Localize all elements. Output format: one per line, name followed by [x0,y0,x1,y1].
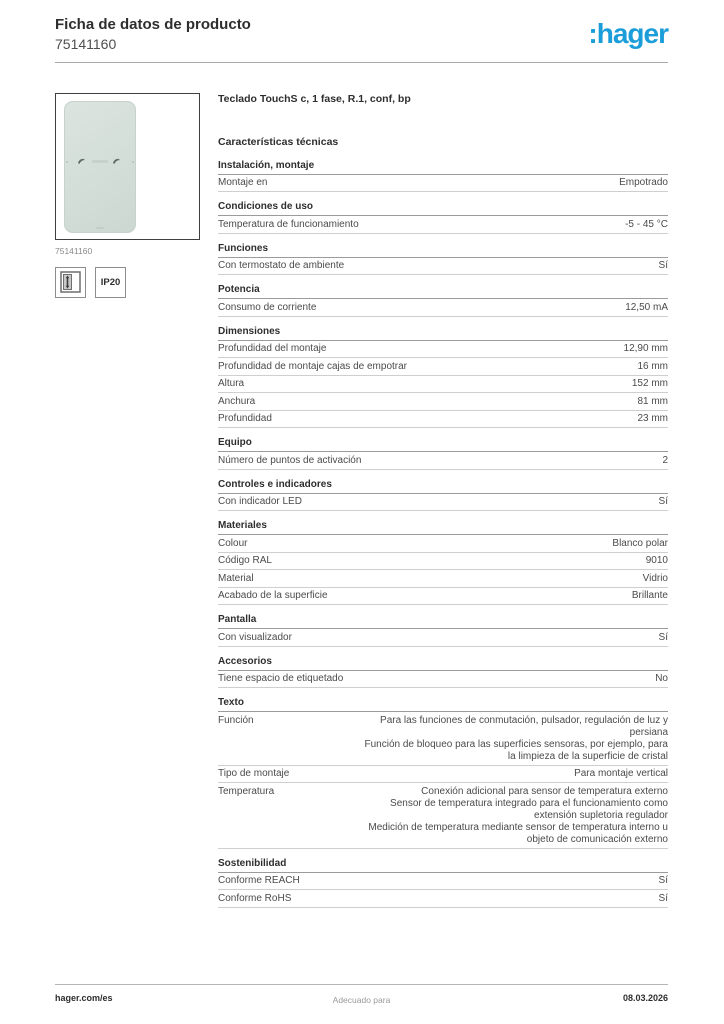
spec-section-title: Controles e indicadores [218,479,668,494]
spec-row [218,766,668,784]
badge-row [55,267,200,298]
spec-value-line: Vidrio [642,572,668,584]
spec-section [218,858,668,908]
product-photo-caption: 75141160 [55,245,93,256]
spec-value [284,555,668,567]
spec-row [218,494,668,512]
spec-value [286,786,668,846]
spec-section-title: Sostenibilidad [218,858,668,873]
spec-value-line: 2 [662,454,668,466]
hager-logo: :hager [588,18,668,49]
spec-section-title: Equipo [218,437,668,452]
spec-label: Con termostato de ambiente [218,260,345,272]
footer-date: 08.03.2026 [622,993,668,1003]
spec-section-title: Texto [218,697,668,712]
spec-value [256,378,668,390]
spec-value [371,219,668,231]
keypad-edge-dot-right [132,161,134,163]
spec-value-line: Para montaje vertical [574,768,668,780]
spec-value [284,413,668,425]
keypad-center-mark [92,160,108,163]
spec-label: Código RAL [218,555,272,567]
spec-label: Función [218,714,254,726]
spec-row [218,783,668,849]
spec-value [338,343,668,355]
spec-value-line: 12,90 mm [623,343,668,355]
spec-row [218,175,668,193]
spec-value-line: 23 mm [637,413,668,425]
spec-row [218,588,668,606]
spec-value-line: No [655,673,668,685]
spec-label: Tiene espacio de etiquetado [218,673,344,685]
flush-mount-icon [55,267,86,298]
spec-value [340,590,668,602]
product-photo-frame [55,93,200,240]
spec-value-line: 152 mm [631,378,668,390]
spec-label: Montaje en [218,177,268,189]
spec-value-line: 81 mm [637,395,668,407]
spec-section [218,437,668,470]
spec-row [218,873,668,891]
spec-value [328,302,668,314]
spec-label: Material [218,572,254,584]
document-title-block [55,16,251,53]
spec-value [259,538,668,550]
spec-section-title: Condiciones de uso [218,201,668,216]
spec-row [218,411,668,429]
spec-value [304,632,668,644]
spec-value [419,361,668,373]
spec-section-title: Accesorios [218,656,668,671]
main-content [0,63,724,908]
spec-row [218,629,668,647]
spec-row [218,671,668,689]
spec-section [218,479,668,512]
spec-value [314,496,668,508]
footer-website: hager.com/es [55,993,113,1003]
spec-section-title: Pantalla [218,614,668,629]
spec-row [218,890,668,908]
document-header-inner [55,16,668,63]
spec-section-title: Instalación, montaje [218,160,668,175]
spec-label: Anchura [218,395,256,407]
spec-value [279,177,668,189]
spec-value-line: Brillante [631,590,668,602]
spec-label: Con indicador LED [218,496,302,508]
spec-section [218,243,668,276]
spec-value-line: Función de bloqueo para las superficies sensoras, por ejemplo, para la limpieza de la superficie de cristal [364,738,668,762]
spec-label: Conforme REACH [218,875,300,887]
spec-column [218,93,668,908]
spec-label: Consumo de corriente [218,301,317,313]
spec-value-line: Sensor de temperatura integrado para el funcionamiento como extensión supletoria regulador [390,797,668,821]
spec-section [218,656,668,689]
spec-label: Altura [218,378,245,390]
keypad-bottom-mark [96,227,104,229]
spec-label: Conforme RoHS [218,892,292,904]
spec-row [218,341,668,359]
spec-label: Número de puntos de activación [218,454,362,466]
spec-row [218,553,668,571]
spec-section-title: Dimensiones [218,326,668,341]
spec-value [266,573,668,585]
spec-value [373,455,668,467]
product-photo-keypad [64,101,136,233]
ip20-badge: IP20 [95,267,126,298]
spec-value [301,768,668,780]
spec-value-line: Blanco polar [612,537,668,549]
spec-row [218,299,668,317]
keypad-touch-glyph-right [112,157,121,165]
spec-row [218,452,668,470]
spec-value-line: Sí [658,875,668,887]
spec-label: Profundidad de montaje cajas de empotrar [218,360,408,372]
spec-section-title: Potencia [218,284,668,299]
spec-row [218,258,668,276]
spec-value [266,715,668,763]
spec-value [303,893,668,905]
product-name: Teclado TouchS c, 1 fase, R.1, conf, bp [218,92,411,105]
spec-value-line: Conexión adicional para sensor de temperatura externo [421,785,668,797]
spec-value-line: Empotrado [619,177,668,189]
spec-row [218,712,668,766]
spec-label: Temperatura [218,785,275,797]
spec-label: Con visualizador [218,631,292,643]
spec-section [218,326,668,429]
spec-row [218,535,668,553]
spec-value-line: Medición de temperatura mediante sensor de temperatura interno u objeto de comunicación externo [368,821,668,845]
spec-label: Colour [218,537,248,549]
document-number: 75141160 [55,35,117,52]
spec-row [218,376,668,394]
spec-sections [218,160,668,908]
document-header [0,0,724,63]
document-title: Ficha de datos de producto [55,16,251,33]
spec-row [218,358,668,376]
spec-label: Profundidad [218,413,272,425]
spec-label: Acabado de la superficie [218,590,328,602]
spec-value [267,396,668,408]
product-media-column [55,93,200,908]
spec-value-line: Sí [658,496,668,508]
spec-value-line: Sí [658,260,668,272]
spec-value-line: 9010 [645,555,668,567]
spec-section [218,520,668,605]
spec-value [355,673,668,685]
spec-value-line: Para las funciones de conmutación, pulsador, regulación de luz y persiana [380,714,668,738]
spec-value-line: -5 - 45 °C [625,218,668,230]
keypad-edge-dot-left [66,161,68,163]
spec-section [218,160,668,193]
spec-section-title: Funciones [218,243,668,258]
spec-value [356,260,668,272]
spec-section [218,614,668,647]
spec-row [218,570,668,588]
spec-section [218,201,668,234]
spec-label: Profundidad del montaje [218,343,327,355]
spec-value-line: 16 mm [637,360,668,372]
spec-section [218,697,668,849]
document-footer [55,984,668,1003]
spec-value-line: Sí [658,631,668,643]
spec-row [218,216,668,234]
spec-section [218,284,668,317]
spec-value-line: Sí [658,892,668,904]
spec-section-title: Materiales [218,520,668,535]
spec-label: Temperatura de funcionamiento [218,218,359,230]
spec-row [218,393,668,411]
keypad-touch-glyph-left [77,157,86,165]
spec-value-line: 12,50 mA [625,301,668,313]
spec-label: Tipo de montaje [218,768,290,780]
specs-heading: Características técnicas [218,135,339,148]
footer-suitable-for: Adecuado para [332,995,391,1005]
spec-value [312,875,668,887]
